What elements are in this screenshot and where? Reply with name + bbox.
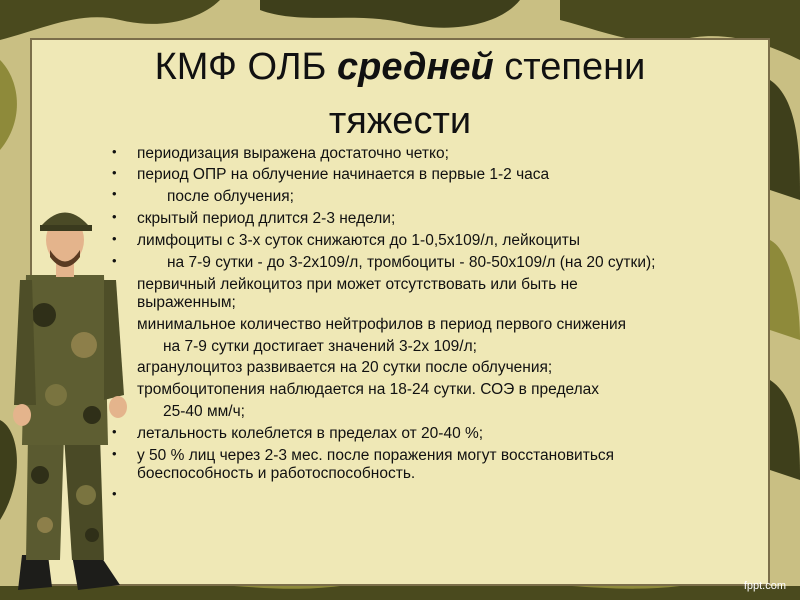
list-item: скрытый период длится 2-3 недели;: [137, 210, 396, 227]
bullet-dot: •: [112, 253, 117, 268]
bullet-dot: •: [112, 209, 117, 224]
list-item: летальность колеблется в пределах от 20-40 %;: [137, 425, 484, 442]
fppt-logo: fppt.com: [743, 580, 786, 592]
list-item: агранулоцитоз развивается на 20 сутки после облучения;: [137, 359, 553, 376]
bullet-dot: •: [112, 446, 117, 461]
list-item: первичный лейкоцитоз при может отсутствовать или быть не: [137, 276, 578, 293]
list-item: лимфоциты с 3-х суток снижаются до 1-0,5х109/л, лейкоциты: [137, 232, 581, 249]
bullet-dot: •: [112, 144, 117, 159]
list-item: на 7-9 сутки - до 3-2х109/л, тромбоциты - 80-50х109/л (на 20 сутки);: [167, 254, 656, 271]
bullet-dot: •: [112, 486, 117, 501]
title-emphasis: средней: [337, 46, 494, 88]
bullet-dot: •: [112, 165, 117, 180]
soldier-illustration: [0, 195, 140, 595]
list-item: боеспособность и работоспособность.: [137, 465, 416, 482]
bullet-dot: •: [112, 424, 117, 439]
bullet-dot: •: [112, 231, 117, 246]
list-item: 25-40 мм/ч;: [163, 403, 245, 420]
title-prefix: КМФ ОЛБ: [154, 46, 338, 88]
list-item: период ОПР на облучение начинается в первые 1-2 часа: [137, 166, 550, 183]
list-item: выраженным;: [137, 294, 236, 311]
title-suffix: степени: [493, 46, 646, 88]
list-item: у 50 % лиц через 2-3 мес. после поражения могут восстановиться: [137, 447, 615, 464]
list-item: после облучения;: [167, 188, 294, 205]
list-item: минимальное количество нейтрофилов в период первого снижения: [137, 316, 627, 333]
list-item: тромбоцитопения наблюдается на 18-24 сутки. СОЭ в пределах: [137, 381, 600, 398]
list-item: периодизация выражена достаточно четко;: [137, 145, 449, 162]
slide-title-line2: тяжести: [328, 100, 472, 142]
bullet-dot: •: [112, 186, 117, 201]
list-item: на 7-9 сутки достигает значений 3-2х 109/л;: [163, 338, 477, 355]
